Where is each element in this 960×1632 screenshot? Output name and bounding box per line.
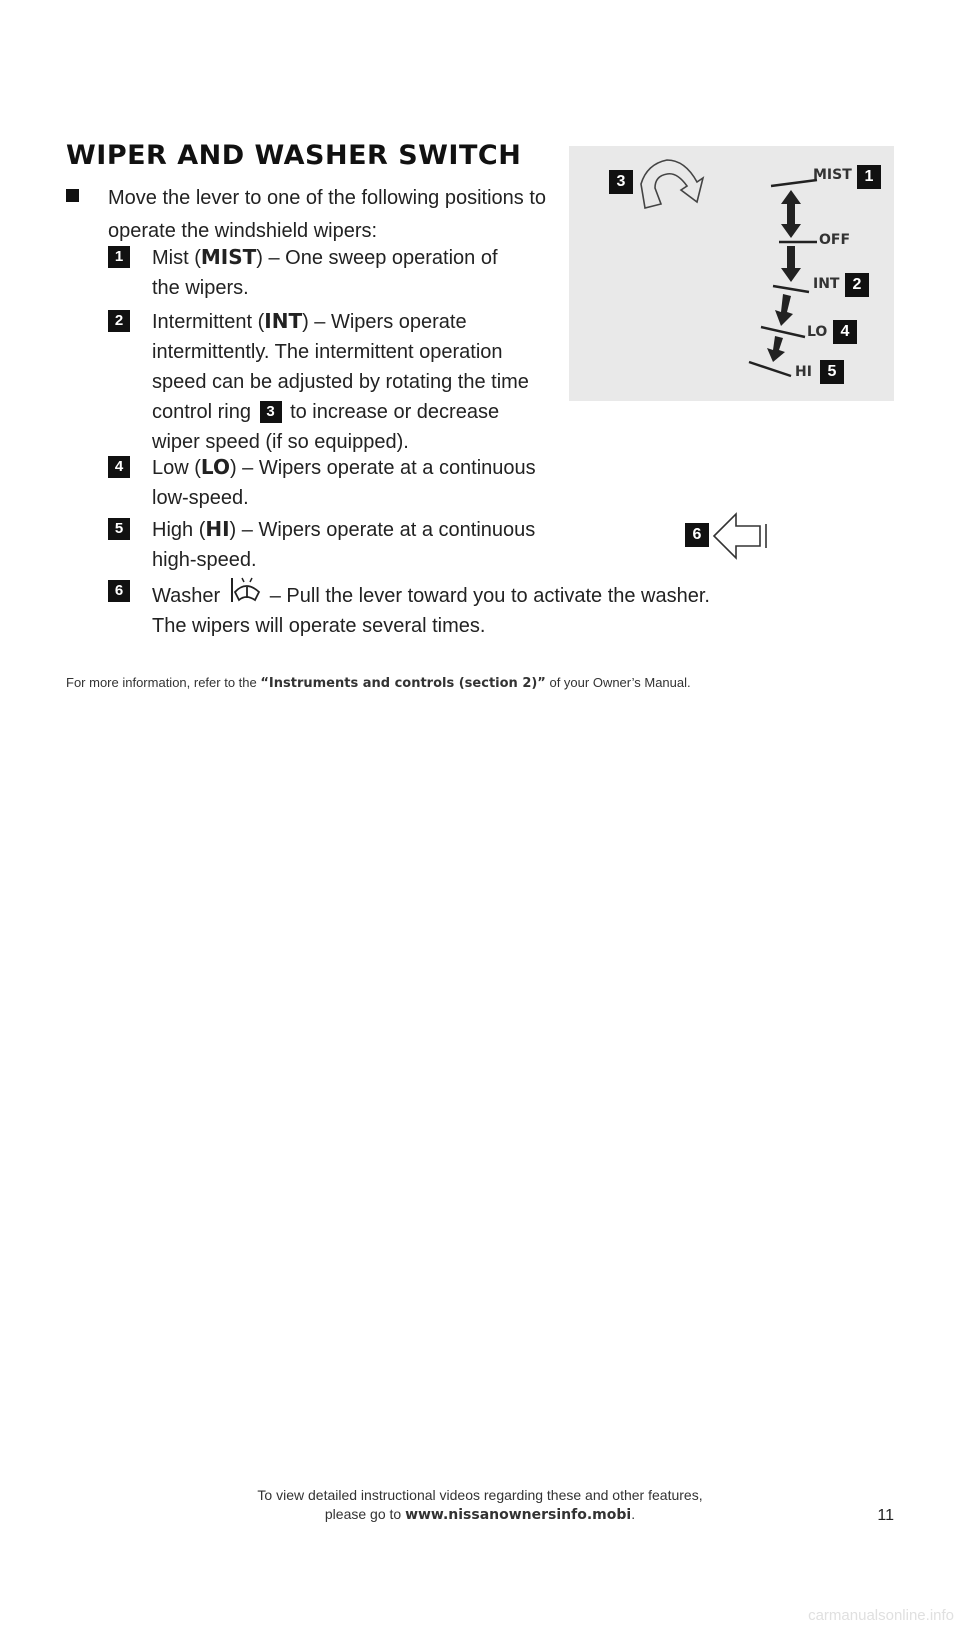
badge-pull: 6 bbox=[685, 523, 709, 547]
badge-mist: 1 bbox=[857, 165, 881, 189]
footer-suffix: . bbox=[631, 1506, 636, 1522]
list-item-mist bbox=[108, 242, 528, 303]
item-desc: ) – Wipers operate intermittently. The intermittent operation speed can be adjusted by rotating the time control ring bbox=[152, 311, 529, 423]
note-prefix: For more information, refer to the bbox=[66, 675, 261, 690]
label-int: INT bbox=[813, 276, 840, 292]
page-number: 11 bbox=[877, 1507, 894, 1524]
item-name: Washer bbox=[152, 585, 221, 607]
item-code: HI bbox=[205, 517, 230, 541]
item-desc: ) – Wipers operate at a continuous low-speed. bbox=[152, 457, 536, 509]
list-item-hi bbox=[108, 514, 558, 575]
badge-hi: 5 bbox=[820, 360, 844, 384]
number-badge: 1 bbox=[108, 246, 130, 268]
wiper-lever-diagram bbox=[569, 146, 894, 401]
badge-lo: 4 bbox=[833, 320, 857, 344]
badge-int: 2 bbox=[845, 273, 869, 297]
list-item-int bbox=[108, 306, 540, 457]
item-desc-cont: to increase or decrease wiper speed (if so equipped). bbox=[152, 401, 500, 453]
mist-off-arrow-icon bbox=[781, 190, 801, 238]
number-badge: 2 bbox=[108, 310, 130, 332]
item-name: Mist ( bbox=[152, 247, 201, 269]
lo-hi-arrow-icon bbox=[767, 336, 785, 362]
lo-line bbox=[761, 327, 805, 337]
label-off: OFF bbox=[819, 232, 851, 248]
item-name: Low ( bbox=[152, 457, 201, 479]
section-title: WIPER AND WASHER SWITCH bbox=[66, 140, 522, 171]
list-item-washer bbox=[108, 576, 728, 641]
item-code: INT bbox=[264, 309, 303, 333]
number-badge: 5 bbox=[108, 518, 130, 540]
washer-icon bbox=[228, 576, 262, 604]
inline-badge-ring: 3 bbox=[260, 401, 282, 423]
footer bbox=[0, 1486, 960, 1525]
label-hi: HI bbox=[795, 364, 812, 380]
item-code: LO bbox=[200, 455, 230, 479]
off-int-arrow-icon bbox=[781, 246, 801, 282]
footer-prefix: please go to bbox=[324, 1506, 406, 1522]
watermark: carmanualsonline.info bbox=[808, 1607, 954, 1624]
footer-link[interactable]: www.nissanownersinfo.mobi bbox=[405, 1507, 632, 1523]
intro-text: Move the lever to one of the following positions to operate the windshield wipers: bbox=[108, 187, 547, 242]
note-reference: “Instruments and controls (section 2)” bbox=[260, 676, 546, 691]
number-badge: 6 bbox=[108, 580, 130, 602]
pull-arrow-icon bbox=[712, 510, 772, 562]
mist-line bbox=[771, 180, 817, 186]
footer-line1: To view detailed instructional videos regarding these and other features, bbox=[257, 1487, 703, 1503]
label-mist: MIST bbox=[813, 167, 852, 183]
label-lo: LO bbox=[807, 324, 828, 340]
list-item-lo bbox=[108, 452, 558, 513]
item-name: High ( bbox=[152, 519, 206, 541]
note-suffix: of your Owner’s Manual. bbox=[545, 675, 691, 690]
item-name: Intermittent ( bbox=[152, 311, 265, 333]
rotate-arrow-icon bbox=[641, 160, 703, 208]
badge-ring: 3 bbox=[609, 170, 633, 194]
item-desc: – Pull the lever toward you to activate the washer. The wipers will operate several times. bbox=[152, 585, 710, 637]
number-badge: 4 bbox=[108, 456, 130, 478]
hi-line bbox=[749, 362, 791, 376]
int-lo-arrow-icon bbox=[775, 294, 793, 326]
item-desc: ) – One sweep operation of the wipers. bbox=[152, 247, 498, 299]
int-line bbox=[773, 286, 809, 292]
item-desc: ) – Wipers operate at a continuous high-speed. bbox=[152, 519, 536, 571]
footer-line2 bbox=[0, 1505, 960, 1525]
item-code: MIST bbox=[200, 245, 257, 269]
more-info-note bbox=[66, 675, 691, 691]
bullet-square bbox=[66, 189, 79, 202]
